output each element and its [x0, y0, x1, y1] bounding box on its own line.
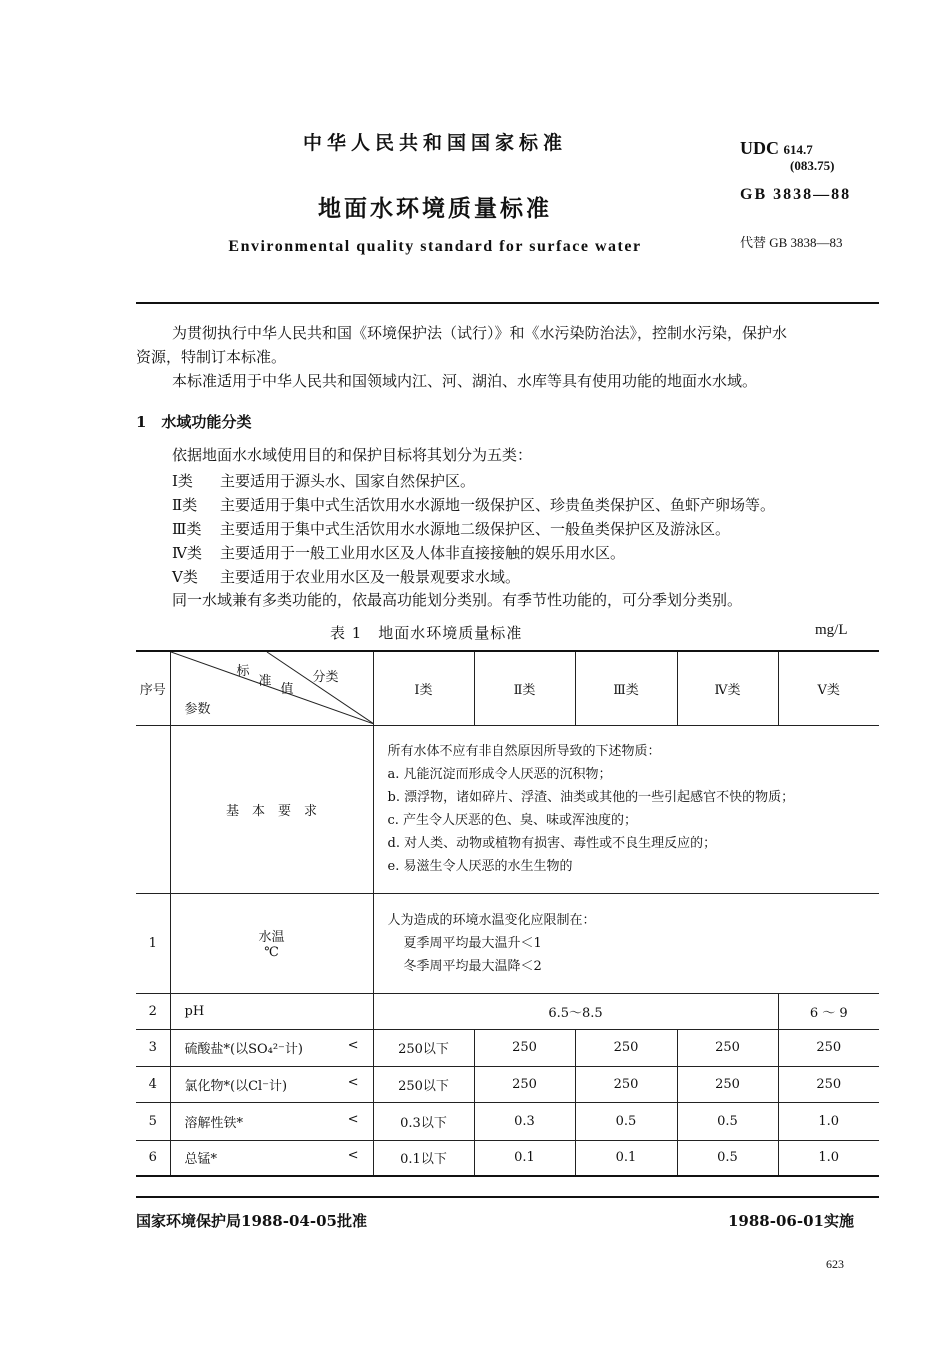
- basic-requirements-row: [136, 725, 879, 893]
- udc-sub: (083.75): [790, 158, 835, 173]
- value-cell: 1.0: [778, 1102, 879, 1140]
- table-unit: mg/L: [815, 622, 848, 638]
- row-label: 总锰* <: [170, 1140, 373, 1176]
- diag-label-class: 分类: [312, 670, 339, 686]
- ph-range-1-4: 6.5～8.5: [373, 993, 778, 1029]
- value-cell: 250: [677, 1029, 778, 1066]
- value-cell: 0.5: [575, 1102, 677, 1140]
- ph-range-5: 6 ～ 9: [778, 993, 879, 1029]
- temp-requirement: 人为造成的环境水温变化应限制在： 夏季周平均最大温升＜1 冬季周平均最大温降＜2: [373, 893, 879, 993]
- value-cell: 1.0: [778, 1140, 879, 1176]
- row-label: 水温 ℃: [170, 893, 373, 993]
- section-1-closing: 同一水域兼有多类功能的，依最高功能划分类别。有季节性功能的，可分季划分类别。: [172, 591, 743, 609]
- water-quality-table: [136, 650, 879, 1177]
- value-cell: 250: [677, 1066, 778, 1102]
- value-cell: 250: [474, 1066, 575, 1102]
- basic-item: c. 产生令人厌恶的色、臭、味或浑浊度的；: [387, 813, 638, 828]
- table-row: [136, 993, 879, 1029]
- approval-note: 国家环境保护局1988-04-05批准: [136, 1212, 367, 1230]
- value-cell: 0.5: [677, 1102, 778, 1140]
- class-item: Ⅱ类 主要适用于集中式生活饮用水水源地一级保护区、珍贵鱼类保护区、鱼虾产卵场等。: [172, 496, 776, 514]
- row-seq: 1: [136, 893, 170, 993]
- diagonal-header-cell: [170, 651, 373, 725]
- table-row: [136, 1140, 879, 1176]
- table-row: [136, 1066, 879, 1102]
- intro-para2: 本标准适用于中华人民共和国领域内江、河、湖泊、水库等具有使用功能的地面水水域。: [172, 372, 758, 390]
- header-rule: [136, 302, 879, 304]
- value-cell: 250: [474, 1029, 575, 1066]
- page-number: 623: [826, 1257, 844, 1271]
- class-item: Ⅰ类 主要适用于源头水、国家自然保护区。: [172, 472, 476, 490]
- document-title-cn: 地面水环境质量标准: [318, 195, 552, 222]
- row-seq: 6: [136, 1140, 170, 1176]
- gb-number: GB 3838—88: [740, 186, 852, 203]
- table-caption: 表 1 地面水环境质量标准: [330, 624, 523, 642]
- value-cell: 250: [778, 1029, 879, 1066]
- value-cell: 250以下: [373, 1029, 474, 1066]
- row-label: 硫酸盐*(以SO₄²⁻计) <: [170, 1029, 373, 1066]
- row-label: pH: [170, 993, 373, 1029]
- basic-item: b. 漂浮物，诸如碎片、浮渣、油类或其他的一些引起感官不快的物质；: [387, 790, 795, 805]
- class-header: Ⅲ类: [575, 651, 677, 725]
- value-cell: 250: [778, 1066, 879, 1102]
- intro-para1-line1: 为贯彻执行中华人民共和国《环境保护法（试行）》和《水污染防治法》，控制水污染，保护水: [172, 324, 788, 342]
- basic-item: e. 易滋生令人厌恶的水生生物的: [387, 859, 573, 874]
- table-header-row: [136, 651, 879, 725]
- value-cell: 0.1: [575, 1140, 677, 1176]
- value-cell: 250以下: [373, 1066, 474, 1102]
- value-cell: 0.5: [677, 1140, 778, 1176]
- value-cell: 250: [575, 1066, 677, 1102]
- value-cell: 0.3以下: [373, 1102, 474, 1140]
- class-header: Ⅰ类: [373, 651, 474, 725]
- udc-number: 614.7: [783, 142, 813, 157]
- udc-prefix: UDC: [740, 138, 779, 158]
- national-standard-heading: 中华人民共和国国家标准: [302, 132, 567, 154]
- basic-item: a. 凡能沉淀而形成令人厌恶的沉积物；: [387, 767, 612, 782]
- section-1-title: 1 水域功能分类: [136, 413, 252, 431]
- replaces-note: 代替 GB 3838—83: [740, 235, 843, 250]
- value-cell: 0.3: [474, 1102, 575, 1140]
- class-header: Ⅴ类: [778, 651, 879, 725]
- effective-date: 1988-06-01实施: [728, 1212, 854, 1230]
- row-seq: 4: [136, 1066, 170, 1102]
- diag-label-param: 参数: [184, 702, 211, 718]
- value-cell: 250: [575, 1029, 677, 1066]
- seq-header: 序号: [136, 651, 170, 725]
- udc-code: [740, 138, 813, 159]
- document-title-en: Environmental quality standard for surface water: [228, 238, 642, 255]
- row-seq: 2: [136, 993, 170, 1029]
- value-cell: 0.1: [474, 1140, 575, 1176]
- section-1-lead: 依据地面水水域使用目的和保护目标将其划分为五类：: [172, 446, 533, 464]
- diag-label-zhun: 准: [258, 674, 272, 690]
- basic-requirements-label: 基 本 要 求: [170, 725, 373, 893]
- footer-rule: [136, 1196, 879, 1198]
- basic-item: d. 对人类、动物或植物有损害、毒性或不良生理反应的；: [387, 836, 717, 851]
- class-item: Ⅴ类 主要适用于农业用水区及一般景观要求水域。: [172, 568, 521, 586]
- class-header: Ⅱ类: [474, 651, 575, 725]
- row-seq: 3: [136, 1029, 170, 1066]
- row-label: 溶解性铁* <: [170, 1102, 373, 1140]
- class-item: Ⅳ类 主要适用于一般工业用水区及人体非直接接触的娱乐用水区。: [172, 544, 626, 562]
- intro-para1-line2: 资源，特制订本标准。: [136, 348, 287, 366]
- row-label: 氯化物*(以Cl⁻计) <: [170, 1066, 373, 1102]
- diag-label-value: 值: [280, 682, 294, 698]
- row-seq: 5: [136, 1102, 170, 1140]
- class-header: Ⅳ类: [677, 651, 778, 725]
- diag-label-standard: 标: [236, 664, 250, 680]
- table-row: [136, 1102, 879, 1140]
- basic-requirements-text: [373, 725, 879, 893]
- basic-lead: 所有水体不应有非自然原因所导致的下述物质：: [387, 744, 661, 759]
- table-row: [136, 1029, 879, 1066]
- table-row: [136, 893, 879, 993]
- value-cell: 0.1以下: [373, 1140, 474, 1176]
- class-item: Ⅲ类 主要适用于集中式生活饮用水水源地二级保护区、一般鱼类保护区及游泳区。: [172, 520, 731, 538]
